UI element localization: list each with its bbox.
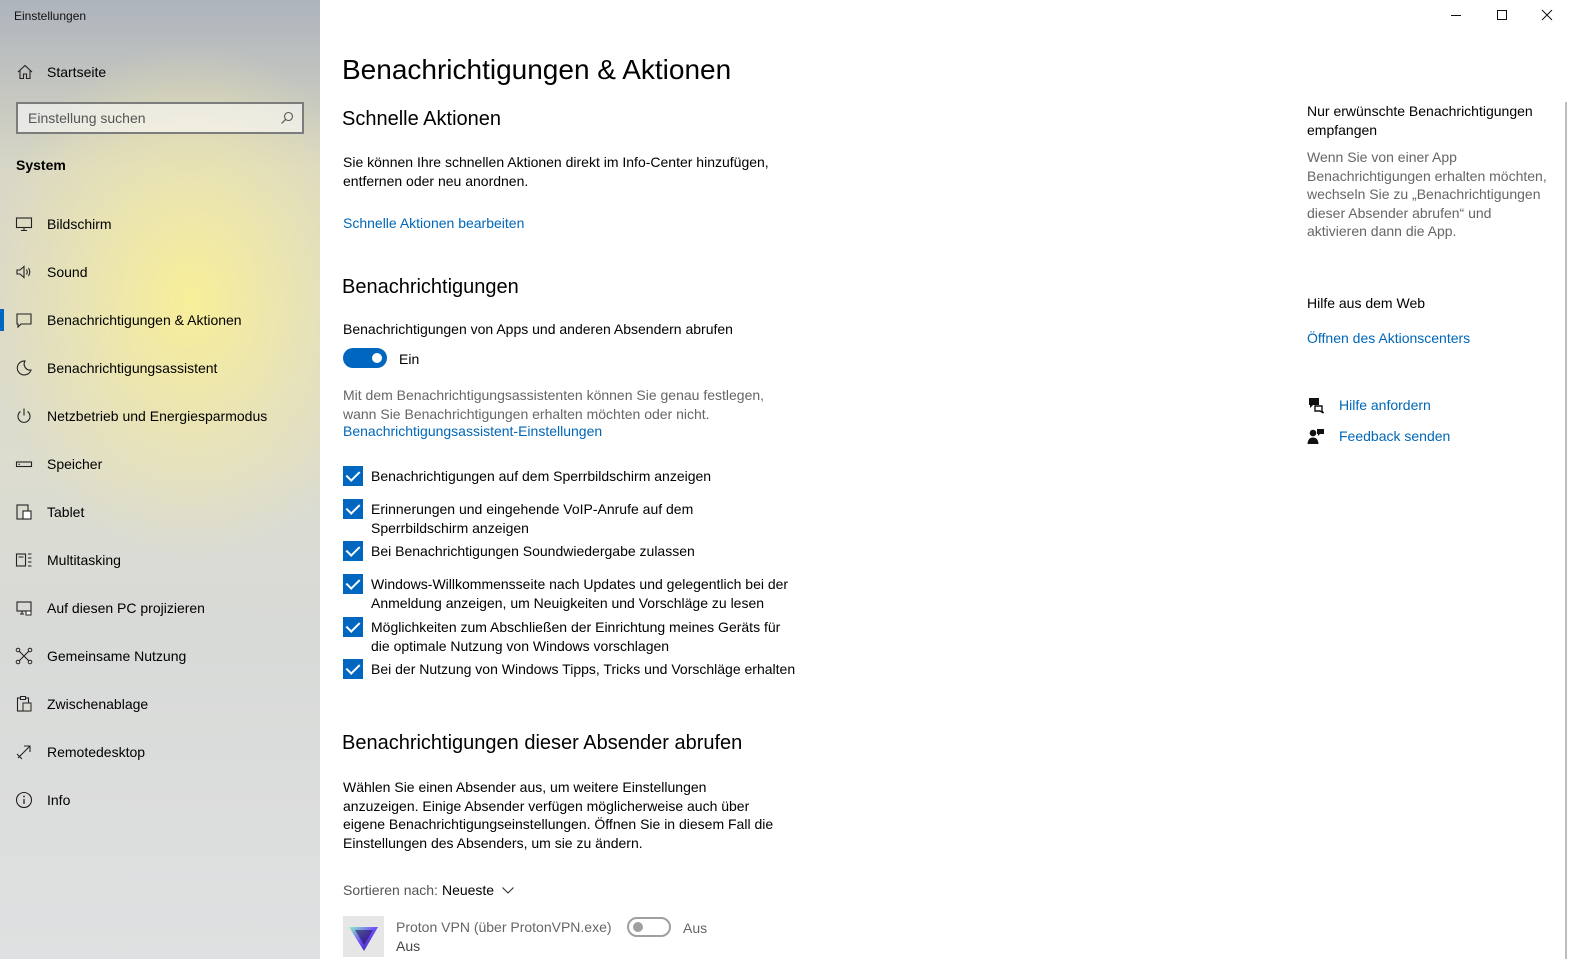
sidebar-item-label: Tablet bbox=[47, 504, 85, 520]
checkbox-label: Windows-Willkommensseite nach Updates und gelegentlich bei der Anmeldung anzeigen, um Neuigkeiten und Vorschläge zu lesen bbox=[371, 576, 789, 611]
sidebar-item-gemeinsame-nutzung[interactable] bbox=[0, 632, 320, 680]
scrollbar[interactable] bbox=[1565, 102, 1567, 959]
speaker-icon bbox=[15, 263, 33, 281]
notifications-toggle[interactable] bbox=[343, 348, 387, 368]
sidebar-item-label: Auf diesen PC projizieren bbox=[47, 600, 205, 616]
checkbox-row[interactable] bbox=[343, 617, 791, 655]
main-content bbox=[320, 0, 1280, 959]
active-indicator bbox=[0, 309, 4, 331]
help-chat-icon bbox=[1307, 396, 1325, 414]
sidebar-item-benachrichtigungen[interactable] bbox=[0, 296, 320, 344]
tip-title: Nur erwünschte Benachrichtigungen empfangen bbox=[1307, 103, 1533, 138]
minimize-button[interactable] bbox=[1433, 0, 1479, 30]
edit-quick-actions-link[interactable]: Schnelle Aktionen bearbeiten bbox=[343, 215, 525, 231]
get-help-link[interactable] bbox=[1307, 396, 1431, 414]
checkbox-label: Benachrichtigungen auf dem Sperrbildschirm anzeigen bbox=[371, 468, 712, 484]
section-heading-system: System bbox=[16, 157, 66, 173]
checkbox-row[interactable] bbox=[343, 541, 801, 561]
sidebar-item-benachrichtigungsassistent[interactable] bbox=[0, 344, 320, 392]
search-input[interactable] bbox=[18, 104, 268, 132]
checkbox-label: Erinnerungen und eingehende VoIP-Anrufe auf dem Sperrbildschirm anzeigen bbox=[371, 501, 694, 536]
sidebar-item-label: Zwischenablage bbox=[47, 696, 149, 712]
sidebar-item-multitasking[interactable] bbox=[0, 536, 320, 584]
assistant-settings-link[interactable]: Benachrichtigungsassistent-Einstellungen bbox=[343, 423, 603, 439]
maximize-icon bbox=[1496, 9, 1508, 21]
assistant-note: Mit dem Benachrichtigungsassistenten können Sie genau festlegen, wann Sie Benachrichtigungen erhalten möchten oder nicht. bbox=[343, 387, 765, 422]
sidebar-item-remotedesktop[interactable] bbox=[0, 728, 320, 776]
checkbox-welcome[interactable] bbox=[343, 574, 363, 594]
checkbox-setup[interactable] bbox=[343, 617, 363, 637]
checkbox-label: Bei Benachrichtigungen Soundwiedergabe zulassen bbox=[371, 543, 695, 559]
checkbox-lockscreen[interactable] bbox=[343, 466, 363, 486]
notifications-toggle-label: Benachrichtigungen von Apps und anderen Absendern abrufen bbox=[343, 321, 733, 337]
toggle-knob bbox=[372, 353, 382, 363]
checkbox-row[interactable] bbox=[343, 466, 801, 486]
sender-app-toggle[interactable] bbox=[627, 917, 671, 937]
chevron-down-icon bbox=[501, 885, 515, 895]
nav-home-label: Startseite bbox=[47, 64, 107, 80]
app-title: Einstellungen bbox=[14, 9, 87, 23]
close-button[interactable] bbox=[1524, 0, 1570, 30]
checkbox-row[interactable] bbox=[343, 659, 801, 679]
checkbox-tips[interactable] bbox=[343, 659, 363, 679]
page-title: Benachrichtigungen & Aktionen bbox=[342, 54, 732, 85]
sidebar-item-label: Speicher bbox=[47, 456, 103, 472]
sidebar-item-label: Netzbetrieb und Energiesparmodus bbox=[47, 408, 268, 424]
tip-text: Wenn Sie von einer App Benachrichtigungen erhalten möchten, wechseln Sie zu „Benachrichtigungen dieser Absender abrufen“ und aktivieren dann die App. bbox=[1307, 149, 1547, 239]
checkbox-sound[interactable] bbox=[343, 541, 363, 561]
sidebar-item-sound[interactable] bbox=[0, 248, 320, 296]
feedback-icon bbox=[1307, 427, 1325, 445]
nav-list bbox=[0, 200, 320, 824]
sender-app-toggle-state: Aus bbox=[683, 920, 708, 936]
web-help-link[interactable]: Öffnen des Aktionscenters bbox=[1307, 330, 1471, 346]
sidebar-item-label: Info bbox=[47, 792, 71, 808]
sidebar-item-label: Remotedesktop bbox=[47, 744, 146, 760]
checkbox-label: Möglichkeiten zum Abschließen der Einrichtung meines Geräts für die optimale Nutzung von Windows vorschlagen bbox=[371, 619, 781, 654]
sidebar-item-label: Multitasking bbox=[47, 552, 121, 568]
project-icon bbox=[15, 599, 33, 617]
sender-app-status: Aus bbox=[396, 938, 421, 954]
sidebar-item-label: Benachrichtigungsassistent bbox=[47, 360, 218, 376]
multitasking-icon bbox=[15, 551, 33, 569]
checkbox-voip[interactable] bbox=[343, 499, 363, 519]
home-icon bbox=[16, 63, 34, 81]
sidebar-item-label: Sound bbox=[47, 264, 88, 280]
search-icon[interactable] bbox=[280, 111, 294, 125]
sidebar-item-label: Benachrichtigungen & Aktionen bbox=[47, 312, 242, 328]
notifications-toggle-state: Ein bbox=[399, 351, 420, 367]
senders-heading: Benachrichtigungen dieser Absender abrufen bbox=[342, 732, 743, 754]
monitor-icon bbox=[15, 215, 33, 233]
senders-description: Wählen Sie einen Absender aus, um weitere Einstellungen anzuzeigen. Einige Absender verfügen möglicherweise auch über eigene Benachrichtigungseinstellungen. Öffnen Sie in diesem Fall die Einstellungen des Absenders, um sie zu ändern. bbox=[343, 779, 774, 851]
checkbox-row[interactable] bbox=[343, 574, 801, 612]
sidebar-item-netzbetrieb[interactable] bbox=[0, 392, 320, 440]
sort-dropdown[interactable] bbox=[343, 881, 515, 900]
sidebar-item-label: Gemeinsame Nutzung bbox=[47, 648, 187, 664]
remote-desktop-icon bbox=[15, 743, 33, 761]
close-icon bbox=[1541, 9, 1553, 21]
sort-value: Neueste bbox=[441, 882, 495, 898]
web-help-heading: Hilfe aus dem Web bbox=[1307, 295, 1426, 311]
get-help-label: Hilfe anfordern bbox=[1339, 397, 1431, 413]
minimize-icon bbox=[1450, 9, 1462, 21]
proton-vpn-icon bbox=[343, 916, 384, 957]
sender-app-icon-tile bbox=[343, 916, 384, 957]
power-icon bbox=[15, 407, 33, 425]
tablet-icon bbox=[15, 503, 33, 521]
nav-home[interactable] bbox=[0, 52, 320, 92]
sidebar-item-bildschirm[interactable] bbox=[0, 200, 320, 248]
toggle-knob bbox=[633, 922, 643, 932]
sidebar-item-zwischenablage[interactable] bbox=[0, 680, 320, 728]
feedback-link[interactable] bbox=[1307, 427, 1450, 445]
quick-actions-heading: Schnelle Aktionen bbox=[342, 108, 502, 130]
sidebar-item-projizieren[interactable] bbox=[0, 584, 320, 632]
sort-label: Sortieren nach: bbox=[343, 882, 438, 898]
checkbox-row[interactable] bbox=[343, 499, 711, 537]
quick-actions-description: Sie können Ihre schnellen Aktionen direkt im Info-Center hinzufügen, entfernen oder neu anordnen. bbox=[343, 154, 769, 189]
sidebar-item-speicher[interactable] bbox=[0, 440, 320, 488]
maximize-button[interactable] bbox=[1479, 0, 1525, 30]
share-icon bbox=[15, 647, 33, 665]
clipboard-icon bbox=[15, 695, 33, 713]
sidebar-item-tablet[interactable] bbox=[0, 488, 320, 536]
sidebar-item-info[interactable] bbox=[0, 776, 320, 824]
info-icon bbox=[15, 791, 33, 809]
sender-app-name[interactable]: Proton VPN (über ProtonVPN.exe) bbox=[396, 919, 612, 935]
search-box[interactable] bbox=[16, 102, 304, 134]
notification-icon bbox=[15, 311, 33, 329]
sidebar-item-label: Bildschirm bbox=[47, 216, 112, 232]
feedback-label: Feedback senden bbox=[1339, 428, 1451, 444]
storage-icon bbox=[15, 455, 33, 473]
notifications-heading: Benachrichtigungen bbox=[342, 276, 519, 298]
sidebar bbox=[0, 0, 320, 959]
moon-icon bbox=[15, 359, 33, 377]
checkbox-label: Bei der Nutzung von Windows Tipps, Tricks und Vorschläge erhalten bbox=[371, 661, 796, 677]
